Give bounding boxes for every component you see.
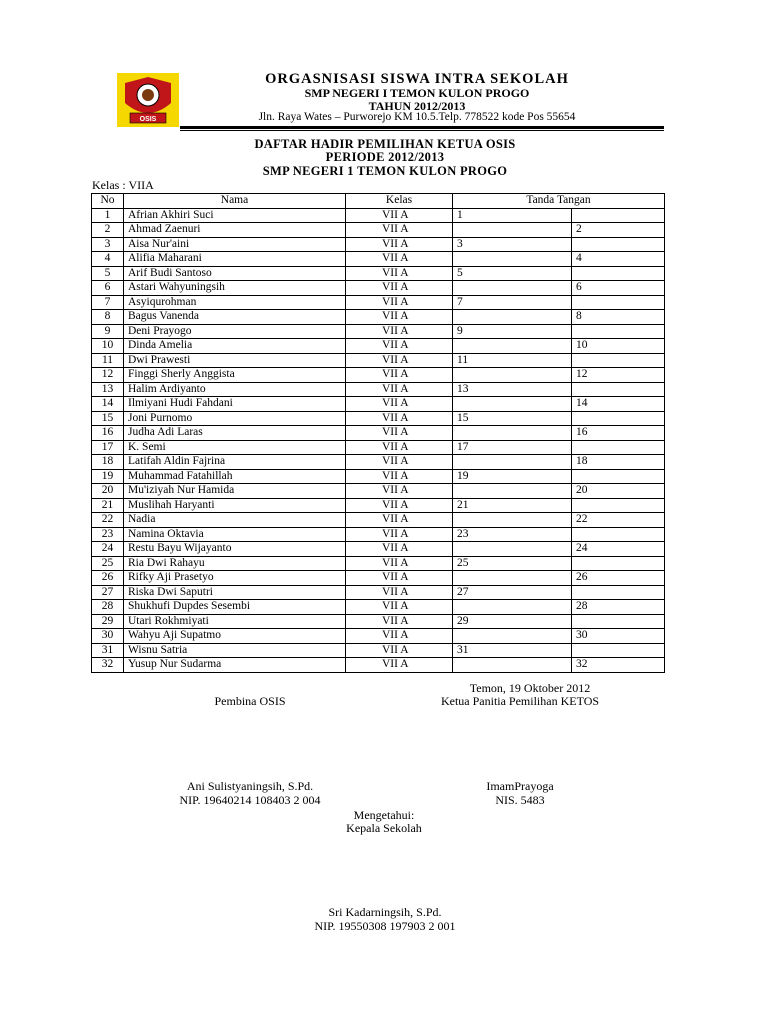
table-row [92, 252, 665, 267]
cell-nama: Dwi Prawesti [124, 353, 346, 368]
cell-kelas: VII A [346, 643, 453, 658]
cell-signature-left [453, 281, 572, 296]
cell-nama: Arif Budi Santoso [124, 266, 346, 281]
cell-nama: Ilmiyani Hudi Fahdani [124, 397, 346, 412]
cell-signature-right [572, 643, 665, 658]
cell-kelas: VII A [346, 353, 453, 368]
cell-no: 20 [92, 484, 124, 499]
cell-no: 26 [92, 571, 124, 586]
cell-no: 30 [92, 629, 124, 644]
table-row [92, 266, 665, 281]
cell-signature-left [453, 484, 572, 499]
table-row [92, 542, 665, 557]
cell-no: 6 [92, 281, 124, 296]
table-row [92, 498, 665, 513]
table-row [92, 585, 665, 600]
cell-signature-left: 23 [453, 527, 572, 542]
cell-signature-left [453, 629, 572, 644]
cell-no: 3 [92, 237, 124, 252]
cell-no: 29 [92, 614, 124, 629]
table-row [92, 397, 665, 412]
cell-nama: Ria Dwi Rahayu [124, 556, 346, 571]
cell-no: 16 [92, 426, 124, 441]
cell-nama: Yusup Nur Sudarma [124, 658, 346, 673]
header-rule [180, 126, 664, 129]
cell-signature-right [572, 440, 665, 455]
cell-no: 21 [92, 498, 124, 513]
cell-signature-left: 17 [453, 440, 572, 455]
cell-no: 27 [92, 585, 124, 600]
table-row [92, 324, 665, 339]
cell-signature-right [572, 324, 665, 339]
cell-nama: Afrian Akhiri Suci [124, 208, 346, 223]
cell-kelas: VII A [346, 600, 453, 615]
cell-no: 2 [92, 223, 124, 238]
cell-nama: Muhammad Fatahillah [124, 469, 346, 484]
header-rule-thin [180, 130, 664, 131]
cell-signature-left [453, 252, 572, 267]
cell-kelas: VII A [346, 411, 453, 426]
svg-text:OSIS: OSIS [139, 116, 157, 123]
cell-signature-left [453, 426, 572, 441]
cell-nama: Muslihah Haryanti [124, 498, 346, 513]
cell-signature-left [453, 397, 572, 412]
cell-signature-right: 2 [572, 223, 665, 238]
cell-no: 23 [92, 527, 124, 542]
head-signer-id: NIP. 19550308 197903 2 001 [314, 919, 456, 933]
cell-kelas: VII A [346, 295, 453, 310]
cell-no: 4 [92, 252, 124, 267]
table-row [92, 455, 665, 470]
cell-no: 28 [92, 600, 124, 615]
cell-signature-right [572, 614, 665, 629]
cell-kelas: VII A [346, 324, 453, 339]
cell-kelas: VII A [346, 498, 453, 513]
header-kelas: Kelas [346, 194, 453, 209]
cell-signature-right [572, 237, 665, 252]
cell-signature-left: 31 [453, 643, 572, 658]
cell-signature-right: 4 [572, 252, 665, 267]
header-tanda-tangan: Tanda Tangan [453, 194, 665, 209]
right-signer-name: ImamPrayoga [486, 779, 554, 793]
cell-signature-right [572, 585, 665, 600]
cell-signature-left: 1 [453, 208, 572, 223]
cell-signature-left: 13 [453, 382, 572, 397]
cell-kelas: VII A [346, 513, 453, 528]
attendance-table [91, 193, 665, 673]
cell-no: 32 [92, 658, 124, 673]
cell-signature-left: 21 [453, 498, 572, 513]
table-row [92, 513, 665, 528]
table-row [92, 382, 665, 397]
school-year: TAHUN 2012/2013 [368, 99, 466, 113]
cell-nama: Utari Rokhmiyati [124, 614, 346, 629]
cell-nama: Asyiqurohman [124, 295, 346, 310]
cell-no: 15 [92, 411, 124, 426]
cell-no: 24 [92, 542, 124, 557]
cell-nama: Wahyu Aji Supatmo [124, 629, 346, 644]
table-row [92, 223, 665, 238]
head-signer-name: Sri Kadarningsih, S.Pd. [328, 905, 442, 919]
cell-kelas: VII A [346, 542, 453, 557]
cell-kelas: VII A [346, 556, 453, 571]
left-signer-name: Ani Sulistyaningsih, S.Pd. [186, 779, 314, 793]
cell-no: 22 [92, 513, 124, 528]
cell-nama: Wisnu Satria [124, 643, 346, 658]
cell-signature-right: 12 [572, 368, 665, 383]
cell-nama: Joni Purnomo [124, 411, 346, 426]
cell-nama: Alifia Maharani [124, 252, 346, 267]
cell-nama: Riska Dwi Saputri [124, 585, 346, 600]
cell-nama: Namina Oktavia [124, 527, 346, 542]
cell-no: 31 [92, 643, 124, 658]
cell-nama: Deni Prayogo [124, 324, 346, 339]
cell-kelas: VII A [346, 397, 453, 412]
cell-nama: Finggi Sherly Anggista [124, 368, 346, 383]
cell-no: 17 [92, 440, 124, 455]
cell-signature-right: 8 [572, 310, 665, 325]
cell-signature-left: 15 [453, 411, 572, 426]
cell-no: 1 [92, 208, 124, 223]
cell-signature-right [572, 208, 665, 223]
cell-signature-left [453, 339, 572, 354]
cell-kelas: VII A [346, 614, 453, 629]
cell-signature-left: 19 [453, 469, 572, 484]
cell-nama: Judha Adi Laras [124, 426, 346, 441]
table-header-row [92, 194, 665, 209]
cell-signature-right [572, 556, 665, 571]
cell-signature-left: 3 [453, 237, 572, 252]
cell-signature-right: 14 [572, 397, 665, 412]
cell-signature-left: 5 [453, 266, 572, 281]
cell-kelas: VII A [346, 252, 453, 267]
cell-signature-right [572, 295, 665, 310]
school-address: Jln. Raya Wates – Purworejo KM 10.5.Telp. 778522 kode Pos 55654 [258, 111, 576, 123]
cell-nama: Restu Bayu Wijayanto [124, 542, 346, 557]
cell-nama: Nadia [124, 513, 346, 528]
cell-signature-left: 29 [453, 614, 572, 629]
cell-no: 12 [92, 368, 124, 383]
cell-kelas: VII A [346, 440, 453, 455]
table-row [92, 411, 665, 426]
cell-nama: Ahmad Zaenuri [124, 223, 346, 238]
cell-signature-left: 9 [453, 324, 572, 339]
cell-nama: Halim Ardiyanto [124, 382, 346, 397]
doc-title-line1: DAFTAR HADIR PEMILIHAN KETUA OSIS [254, 137, 516, 151]
cell-kelas: VII A [346, 237, 453, 252]
table-row [92, 556, 665, 571]
cell-signature-right: 26 [572, 571, 665, 586]
cell-kelas: VII A [346, 527, 453, 542]
cell-signature-right [572, 353, 665, 368]
cell-kelas: VII A [346, 426, 453, 441]
cell-signature-left: 27 [453, 585, 572, 600]
table-row [92, 339, 665, 354]
cell-signature-left: 25 [453, 556, 572, 571]
cell-signature-right: 32 [572, 658, 665, 673]
table-row [92, 353, 665, 368]
head-role: Kepala Sekolah [346, 821, 422, 835]
cell-signature-left [453, 513, 572, 528]
cell-nama: K. Semi [124, 440, 346, 455]
cell-kelas: VII A [346, 484, 453, 499]
cell-signature-right: 18 [572, 455, 665, 470]
table-row [92, 571, 665, 586]
cell-signature-left [453, 600, 572, 615]
cell-nama: Rifky Aji Prasetyo [124, 571, 346, 586]
right-signer-id: NIS. 5483 [495, 793, 545, 807]
table-row [92, 600, 665, 615]
table-row [92, 426, 665, 441]
cell-nama: Latifah Aldin Fajrina [124, 455, 346, 470]
cell-signature-right [572, 527, 665, 542]
cell-no: 19 [92, 469, 124, 484]
cell-signature-right: 30 [572, 629, 665, 644]
cell-signature-left [453, 658, 572, 673]
cell-no: 7 [92, 295, 124, 310]
cell-signature-right: 20 [572, 484, 665, 499]
cell-no: 11 [92, 353, 124, 368]
cell-nama: Astari Wahyuningsih [124, 281, 346, 296]
cell-signature-left [453, 455, 572, 470]
table-row [92, 295, 665, 310]
cell-signature-right: 24 [572, 542, 665, 557]
cell-signature-right: 16 [572, 426, 665, 441]
cell-signature-right [572, 266, 665, 281]
cell-kelas: VII A [346, 266, 453, 281]
table-row [92, 643, 665, 658]
cell-signature-right: 22 [572, 513, 665, 528]
cell-kelas: VII A [346, 585, 453, 600]
table-row [92, 237, 665, 252]
cell-signature-left: 7 [453, 295, 572, 310]
cell-signature-right [572, 382, 665, 397]
cell-signature-right [572, 411, 665, 426]
cell-kelas: VII A [346, 223, 453, 238]
cell-signature-right: 6 [572, 281, 665, 296]
table-row [92, 658, 665, 673]
cell-kelas: VII A [346, 571, 453, 586]
cell-signature-right [572, 469, 665, 484]
cell-kelas: VII A [346, 658, 453, 673]
table-row [92, 310, 665, 325]
table-row [92, 629, 665, 644]
cell-no: 8 [92, 310, 124, 325]
cell-signature-left: 11 [453, 353, 572, 368]
cell-signature-left [453, 223, 572, 238]
table-row [92, 281, 665, 296]
cell-no: 5 [92, 266, 124, 281]
osis-logo [117, 73, 179, 127]
school-name: SMP NEGERI I TEMON KULON PROGO [304, 86, 530, 100]
place-date: Temon, 19 Oktober 2012 [469, 681, 591, 695]
cell-nama: Mu'iziyah Nur Hamida [124, 484, 346, 499]
doc-title-line3: SMP NEGERI 1 TEMON KULON PROGO [262, 164, 508, 178]
cell-signature-right: 10 [572, 339, 665, 354]
right-role: Ketua Panitia Pemilihan KETOS [440, 694, 600, 708]
mengetahui-label: Mengetahui: [353, 808, 415, 822]
cell-kelas: VII A [346, 368, 453, 383]
cell-no: 14 [92, 397, 124, 412]
cell-nama: Shukhufi Dupdes Sesembi [124, 600, 346, 615]
cell-kelas: VII A [346, 382, 453, 397]
table-row [92, 208, 665, 223]
cell-kelas: VII A [346, 208, 453, 223]
left-role: Pembina OSIS [214, 694, 286, 708]
cell-kelas: VII A [346, 629, 453, 644]
table-row [92, 440, 665, 455]
doc-title-line2: PERIODE 2012/2013 [325, 150, 445, 164]
cell-signature-right: 28 [572, 600, 665, 615]
cell-kelas: VII A [346, 469, 453, 484]
cell-nama: Aisa Nur'aini [124, 237, 346, 252]
org-name: ORGASNISASI SISWA INTRA SEKOLAH [265, 71, 569, 87]
left-signer-id: NIP. 19640214 108403 2 004 [179, 793, 321, 807]
cell-no: 10 [92, 339, 124, 354]
header-no: No [92, 194, 124, 209]
cell-no: 25 [92, 556, 124, 571]
table-row [92, 527, 665, 542]
table-row [92, 614, 665, 629]
class-label: Kelas : VIIA [92, 178, 154, 192]
cell-signature-right [572, 498, 665, 513]
cell-no: 9 [92, 324, 124, 339]
cell-nama: Bagus Vanenda [124, 310, 346, 325]
cell-no: 13 [92, 382, 124, 397]
cell-no: 18 [92, 455, 124, 470]
cell-signature-left [453, 542, 572, 557]
table-row [92, 368, 665, 383]
cell-signature-left [453, 368, 572, 383]
table-row [92, 469, 665, 484]
cell-kelas: VII A [346, 310, 453, 325]
cell-kelas: VII A [346, 339, 453, 354]
header-nama: Nama [124, 194, 346, 209]
cell-signature-left [453, 571, 572, 586]
cell-kelas: VII A [346, 455, 453, 470]
table-row [92, 484, 665, 499]
cell-kelas: VII A [346, 281, 453, 296]
cell-nama: Dinda Amelia [124, 339, 346, 354]
cell-signature-left [453, 310, 572, 325]
